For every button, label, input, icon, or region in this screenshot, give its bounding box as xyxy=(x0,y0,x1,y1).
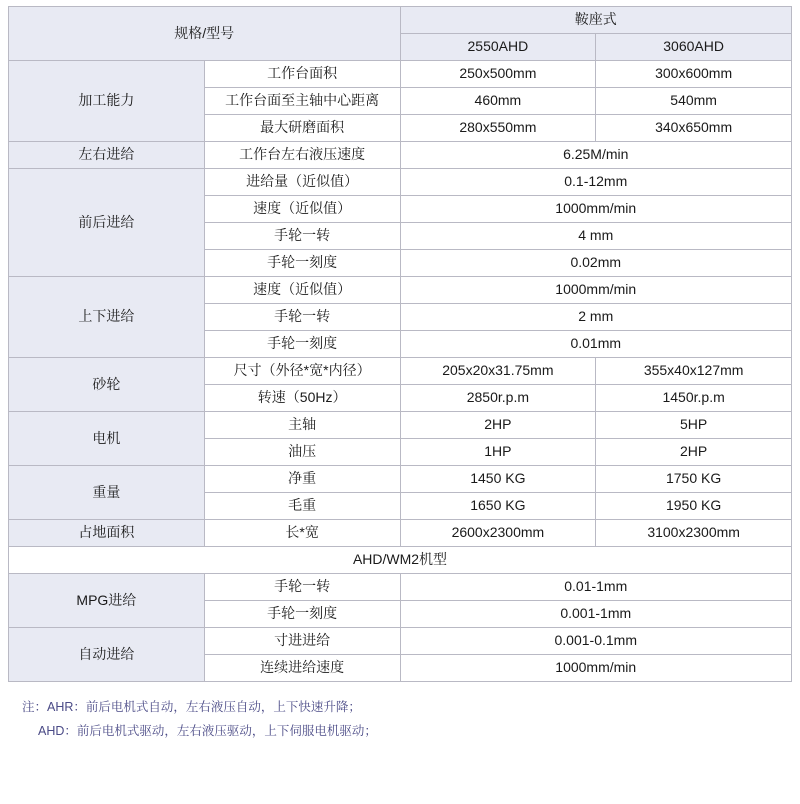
header-model-2: 3060AHD xyxy=(596,34,792,61)
item-cell: 工作台面至主轴中心距离 xyxy=(204,88,400,115)
value-cell-merged: 0.01-1mm xyxy=(400,574,792,601)
item-cell: 尺寸（外径*宽*内径） xyxy=(204,358,400,385)
table-row xyxy=(9,628,792,655)
table-row xyxy=(9,520,792,547)
header-spec-label: 规格/型号 xyxy=(9,7,401,61)
item-cell: 手轮一转 xyxy=(204,574,400,601)
table-row xyxy=(9,277,792,304)
value-cell: 1450r.p.m xyxy=(596,385,792,412)
item-cell: 最大研磨面积 xyxy=(204,115,400,142)
category-cell: 砂轮 xyxy=(9,358,205,412)
specification-table xyxy=(8,6,792,682)
category-cell: 左右进给 xyxy=(9,142,205,169)
value-cell: 280x550mm xyxy=(400,115,596,142)
value-cell: 3100x2300mm xyxy=(596,520,792,547)
item-cell: 手轮一刻度 xyxy=(204,331,400,358)
category-cell: 自动进给 xyxy=(9,628,205,682)
value-cell-merged: 0.1-12mm xyxy=(400,169,792,196)
value-cell: 2600x2300mm xyxy=(400,520,596,547)
item-cell: 毛重 xyxy=(204,493,400,520)
value-cell-merged: 4 mm xyxy=(400,223,792,250)
value-cell: 2HP xyxy=(596,439,792,466)
value-cell-merged: 0.01mm xyxy=(400,331,792,358)
value-cell: 1450 KG xyxy=(400,466,596,493)
value-cell-merged: 2 mm xyxy=(400,304,792,331)
item-cell: 连续进给速度 xyxy=(204,655,400,682)
item-cell: 油压 xyxy=(204,439,400,466)
value-cell-merged: 1000mm/min xyxy=(400,196,792,223)
subheader-label: AHD/WM2机型 xyxy=(9,547,792,574)
category-cell: 重量 xyxy=(9,466,205,520)
subheader-row xyxy=(9,547,792,574)
item-cell: 速度（近似值） xyxy=(204,196,400,223)
footnote-ahr: 注：AHR：前后电机式自动，左右液压自动，上下快速升降； xyxy=(22,700,361,714)
category-cell: 上下进给 xyxy=(9,277,205,358)
header-group-label: 鞍座式 xyxy=(400,7,792,34)
item-cell: 净重 xyxy=(204,466,400,493)
table-row xyxy=(9,142,792,169)
value-cell-merged: 0.001-1mm xyxy=(400,601,792,628)
category-cell: MPG进给 xyxy=(9,574,205,628)
item-cell: 手轮一转 xyxy=(204,223,400,250)
category-cell: 前后进给 xyxy=(9,169,205,277)
item-cell: 手轮一刻度 xyxy=(204,601,400,628)
value-cell: 250x500mm xyxy=(400,61,596,88)
value-cell: 300x600mm xyxy=(596,61,792,88)
footnote-ahd: AHD：前后电机式驱动，左右液压驱动，上下伺服电机驱动； xyxy=(38,723,377,738)
value-cell-merged: 0.001-0.1mm xyxy=(400,628,792,655)
value-cell-merged: 1000mm/min xyxy=(400,277,792,304)
item-cell: 进给量（近似值） xyxy=(204,169,400,196)
item-cell: 转速（50Hz） xyxy=(204,385,400,412)
category-cell: 占地面积 xyxy=(9,520,205,547)
value-cell: 205x20x31.75mm xyxy=(400,358,596,385)
table-header-row-1 xyxy=(9,7,792,34)
value-cell-merged: 1000mm/min xyxy=(400,655,792,682)
item-cell: 手轮一转 xyxy=(204,304,400,331)
value-cell: 1950 KG xyxy=(596,493,792,520)
footnotes xyxy=(8,696,792,744)
item-cell: 工作台左右液压速度 xyxy=(204,142,400,169)
value-cell: 2HP xyxy=(400,412,596,439)
table-row xyxy=(9,358,792,385)
table-row xyxy=(9,466,792,493)
value-cell: 5HP xyxy=(596,412,792,439)
value-cell: 1HP xyxy=(400,439,596,466)
table-row xyxy=(9,61,792,88)
item-cell: 寸进进给 xyxy=(204,628,400,655)
value-cell: 2850r.p.m xyxy=(400,385,596,412)
value-cell: 1750 KG xyxy=(596,466,792,493)
category-cell: 加工能力 xyxy=(9,61,205,142)
table-row xyxy=(9,574,792,601)
value-cell: 540mm xyxy=(596,88,792,115)
header-model-1: 2550AHD xyxy=(400,34,596,61)
value-cell: 1650 KG xyxy=(400,493,596,520)
item-cell: 主轴 xyxy=(204,412,400,439)
item-cell: 工作台面积 xyxy=(204,61,400,88)
category-cell: 电机 xyxy=(9,412,205,466)
value-cell: 355x40x127mm xyxy=(596,358,792,385)
item-cell: 速度（近似值） xyxy=(204,277,400,304)
value-cell: 460mm xyxy=(400,88,596,115)
value-cell-merged: 6.25M/min xyxy=(400,142,792,169)
value-cell-merged: 0.02mm xyxy=(400,250,792,277)
value-cell: 340x650mm xyxy=(596,115,792,142)
table-row xyxy=(9,169,792,196)
table-row xyxy=(9,412,792,439)
item-cell: 手轮一刻度 xyxy=(204,250,400,277)
item-cell: 长*宽 xyxy=(204,520,400,547)
